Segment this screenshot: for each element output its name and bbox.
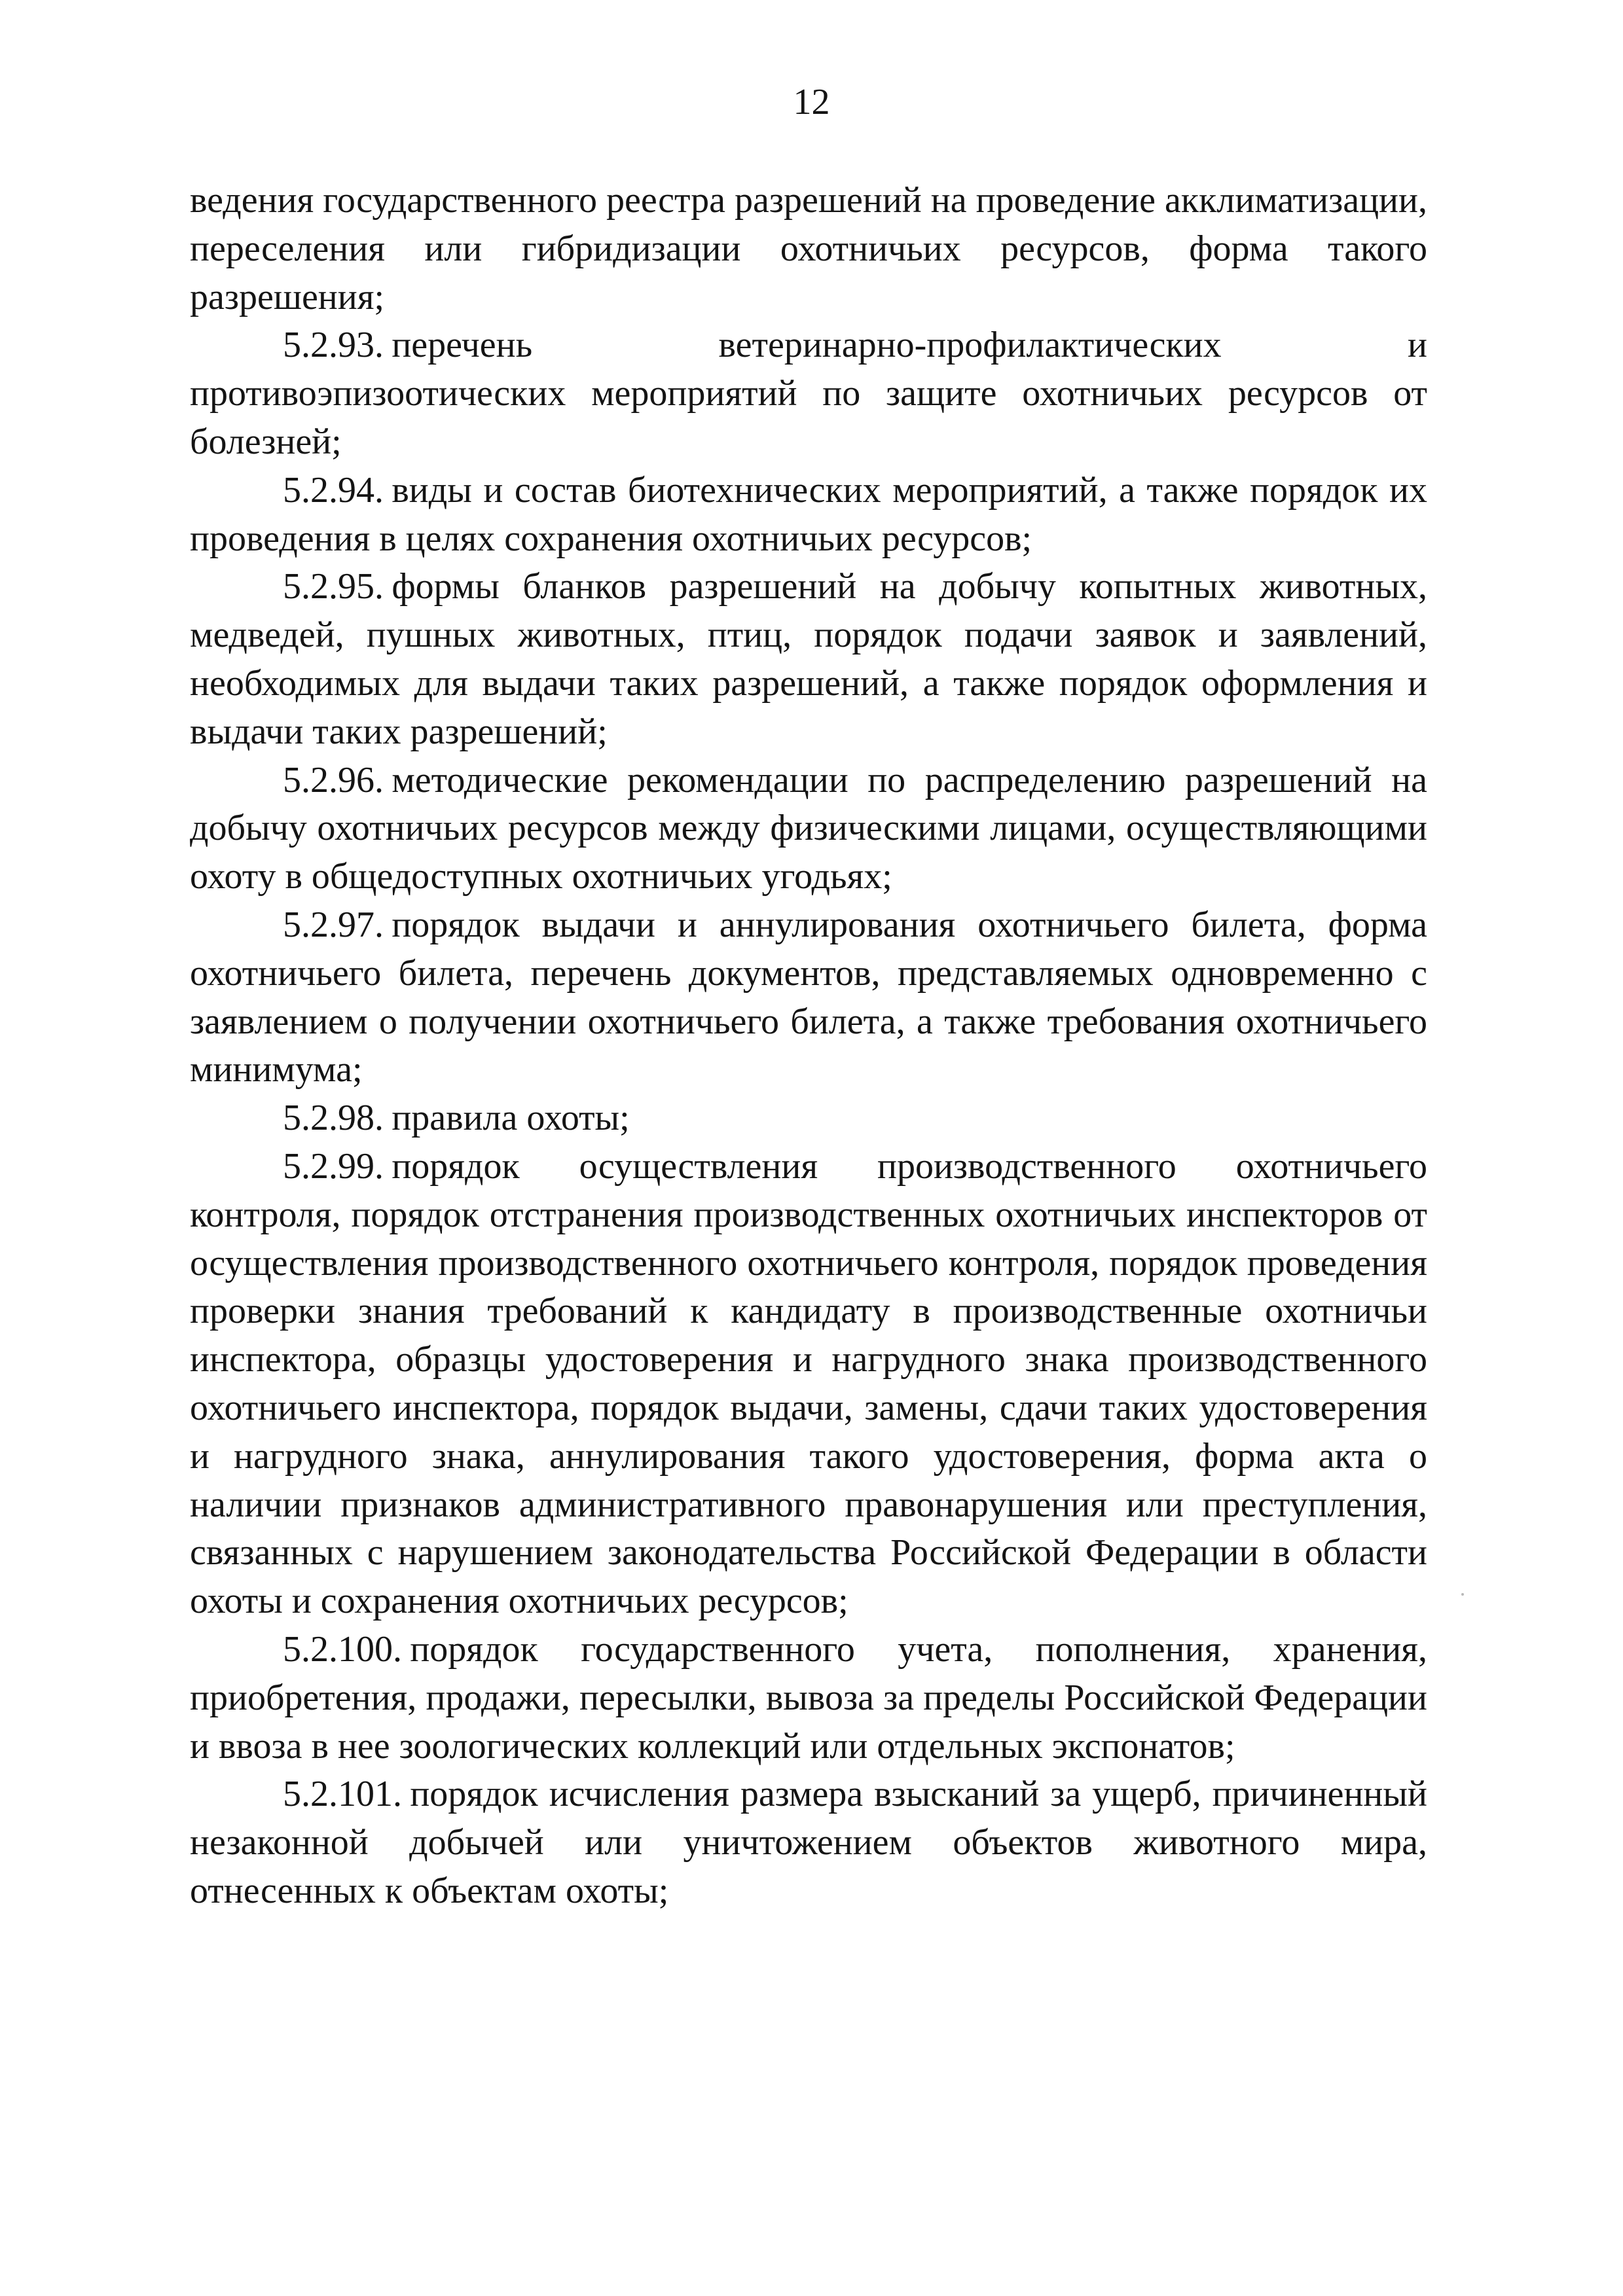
paragraph-number: 5.2.98. bbox=[283, 1098, 384, 1139]
paragraph-text: порядок государственного учета, пополнения, хранения, приобретения, продажи, пересылки, вывоза за пределы Российской Федерации и ввоза в нее зоологических коллекций или отдельных экспонатов; bbox=[190, 1628, 1427, 1767]
paragraph-continuation bbox=[190, 177, 1427, 321]
paragraph-5-2-97 bbox=[190, 901, 1427, 1094]
paragraph-text: ведения государственного реестра разрешений на проведение акклиматизации, переселения или гибридизации охотничьих ресурсов, форма такого разрешения; bbox=[190, 180, 1427, 317]
paragraph-number: 5.2.95. bbox=[283, 566, 384, 607]
paragraph-5-2-98 bbox=[190, 1094, 1427, 1143]
paragraph-text: порядок выдачи и аннулирования охотничьего билета, форма охотничьего билета, перечень документов, представляемых одновременно с заявлением о получении охотничьего билета, а также требования охотничьего минимума; bbox=[190, 904, 1427, 1090]
paragraph-number: 5.2.97. bbox=[283, 904, 384, 945]
paragraph-number: 5.2.101. bbox=[283, 1774, 402, 1815]
paragraph-5-2-96 bbox=[190, 757, 1427, 901]
paragraph-text: порядок осуществления производственного охотничьего контроля, порядок отстранения производственных охотничьих инспекторов от осуществления производственного охотничьего контроля, порядок проведения проверки знания требований к кандидату в производственные охотничьи инспектора, образцы удостоверения и нагрудного знака производственного охотничьего инспектора, порядок выдачи, замены, сдачи таких удостоверения и нагрудного знака, аннулирования такого удостоверения, форма акта о наличии признаков административного правонарушения или преступления, связанных с нарушением законодательства Российской Федерации в области охоты и сохранения охотничьих ресурсов; bbox=[190, 1145, 1427, 1622]
document-body bbox=[190, 177, 1427, 1916]
paragraph-5-2-101 bbox=[190, 1770, 1427, 1915]
paragraph-number: 5.2.94. bbox=[283, 469, 384, 511]
paragraph-5-2-93 bbox=[190, 321, 1427, 466]
paragraph-text: порядок исчисления размера взысканий за ущерб, причиненный незаконной добычей или уничтожением объектов животного мира, отнесенных к объектам охоты; bbox=[190, 1774, 1427, 1911]
paragraph-5-2-100 bbox=[190, 1626, 1427, 1770]
paragraph-number: 5.2.99. bbox=[283, 1145, 384, 1187]
paragraph-5-2-95 bbox=[190, 563, 1427, 756]
paragraph-number: 5.2.93. bbox=[283, 325, 384, 366]
paragraph-number: 5.2.96. bbox=[283, 759, 384, 800]
scan-speck bbox=[1461, 1593, 1464, 1596]
paragraph-number: 5.2.100. bbox=[283, 1628, 402, 1670]
paragraph-text: методические рекомендации по распределению разрешений на добычу охотничьих ресурсов между физическими лицами, осуществляющими охоту в общедоступных охотничьих угодьях; bbox=[190, 759, 1427, 897]
paragraph-text: виды и состав биотехнических мероприятий, а также порядок их проведения в целях сохранения охотничьих ресурсов; bbox=[190, 469, 1427, 559]
page-number: 12 bbox=[793, 82, 830, 122]
paragraph-5-2-99 bbox=[190, 1143, 1427, 1626]
paragraph-text: перечень ветеринарно-профилактических и противоэпизоотических мероприятий по защите охотничьих ресурсов от болезней; bbox=[190, 325, 1427, 462]
paragraph-text: правила охоты; bbox=[392, 1098, 630, 1139]
paragraph-text: формы бланков разрешений на добычу копытных животных, медведей, пушных животных, птиц, порядок подачи заявок и заявлений, необходимых для выдачи таких разрешений, а также порядок оформления и выдачи таких разрешений; bbox=[190, 566, 1427, 752]
paragraph-5-2-94 bbox=[190, 467, 1427, 564]
